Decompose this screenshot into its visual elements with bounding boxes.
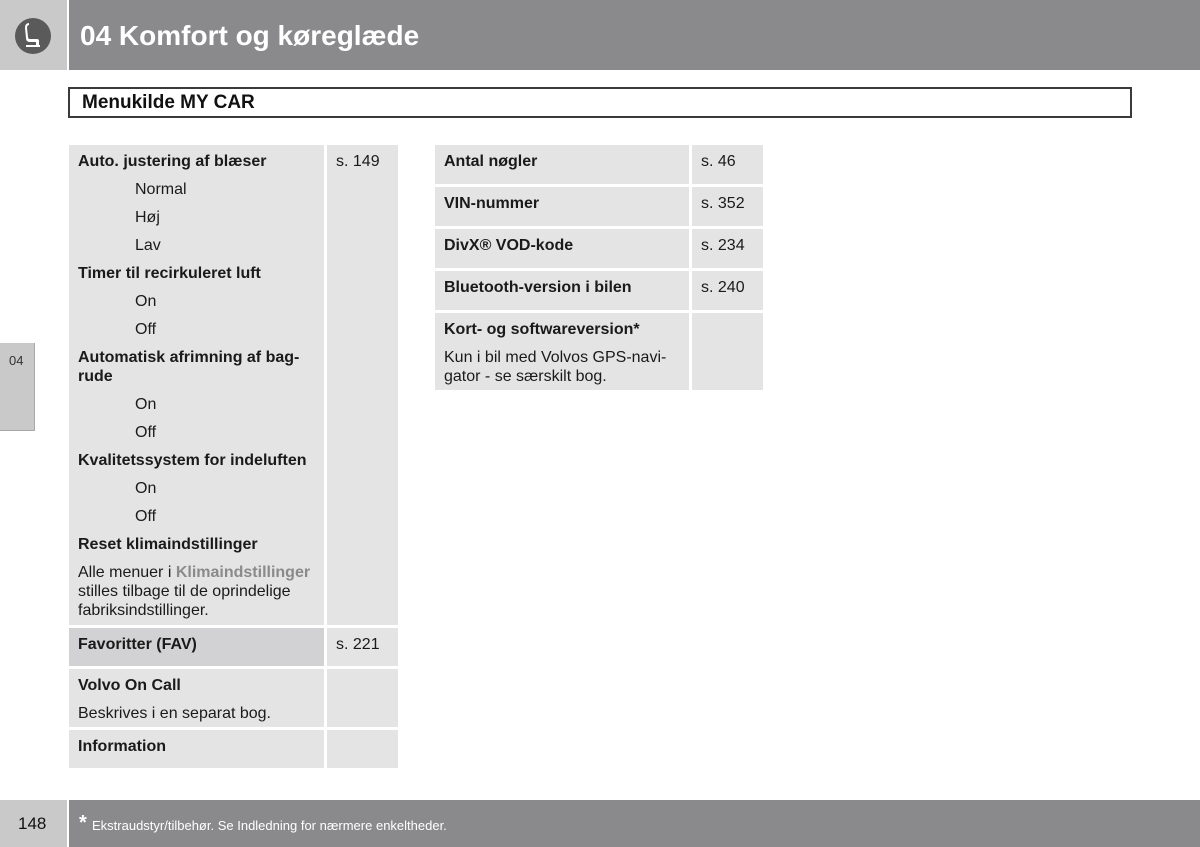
- page-header: [0, 0, 1200, 70]
- menu-item-air-quality: Kvalitetssystem for indeluften: [78, 452, 307, 469]
- page-number-box: [0, 800, 67, 847]
- reset-desc-prefix: Alle menuer i: [78, 564, 176, 581]
- info-row-map-software: Kort- og softwareversion*: [444, 321, 640, 338]
- section-title: Menukilde MY CAR: [82, 92, 255, 113]
- option-on: On: [135, 293, 157, 310]
- seat-icon: [15, 18, 51, 54]
- page-ref: s. 234: [701, 237, 745, 254]
- page-ref: s. 352: [701, 195, 745, 212]
- page-ref: s. 240: [701, 279, 745, 296]
- page-number: 148: [18, 814, 47, 833]
- menu-item-recirc-timer: Timer til recirkuleret luft: [78, 265, 261, 282]
- menu-item-rear-defrost-cont: rude: [78, 368, 113, 385]
- info-row-bluetooth: Bluetooth-version i bilen: [444, 279, 632, 296]
- information-ref-cell: [327, 730, 398, 768]
- info-row-divx: DivX® VOD-kode: [444, 237, 574, 254]
- option-normal: Normal: [135, 181, 187, 198]
- option-on: On: [135, 480, 157, 497]
- menu-item-favoritter: Favoritter (FAV): [78, 636, 197, 653]
- page-ref: s. 46: [701, 153, 736, 170]
- side-tab-label: 04: [9, 353, 24, 368]
- info-ref-cell: [692, 313, 763, 390]
- chapter-icon-box: [0, 0, 67, 70]
- option-off: Off: [135, 424, 157, 441]
- voc-ref-cell: [327, 669, 398, 727]
- menu-item-auto-blower: Auto. justering af blæser: [78, 153, 267, 170]
- menu-item-voc: Volvo On Call: [78, 677, 181, 694]
- map-software-desc: Kun i bil med Volvos GPS-navi-: [444, 349, 667, 366]
- climate-ref-cell: [327, 145, 398, 625]
- info-row-keys: Antal nøgler: [444, 153, 538, 170]
- menu-item-rear-defrost: Automatisk afrimning af bag-: [78, 349, 300, 366]
- chapter-title: 04 Komfort og køreglæde: [80, 20, 420, 51]
- reset-desc-line2: stilles tilbage til de oprindelige: [78, 583, 291, 600]
- voc-description: Beskrives i en separat bog.: [78, 705, 271, 722]
- climate-settings-ref: Klimaindstillinger: [175, 564, 311, 581]
- option-hoej: Høj: [135, 209, 160, 226]
- reset-desc-line3: fabriksindstillinger.: [78, 602, 209, 619]
- option-on: On: [135, 396, 157, 413]
- page-ref: s. 149: [336, 153, 380, 170]
- option-off: Off: [135, 321, 157, 338]
- footnote-text: Ekstraudstyr/tilbehør. Se Indledning for nærmere enkeltheder.: [92, 818, 447, 833]
- footnote-star: *: [79, 812, 87, 834]
- map-software-desc-cont: gator - se særskilt bog.: [444, 368, 607, 385]
- option-off: Off: [135, 508, 157, 525]
- menu-item-information: Information: [78, 738, 166, 755]
- page-ref: s. 221: [336, 636, 380, 653]
- reset-description: [78, 563, 310, 582]
- menu-item-reset-climate: Reset klimaindstillinger: [78, 536, 258, 553]
- info-row-vin: VIN-nummer: [444, 195, 540, 212]
- section-title-box: [68, 87, 1132, 118]
- footer-bar: [69, 800, 1200, 847]
- chapter-side-tab: [0, 343, 35, 431]
- option-lav: Lav: [135, 237, 161, 254]
